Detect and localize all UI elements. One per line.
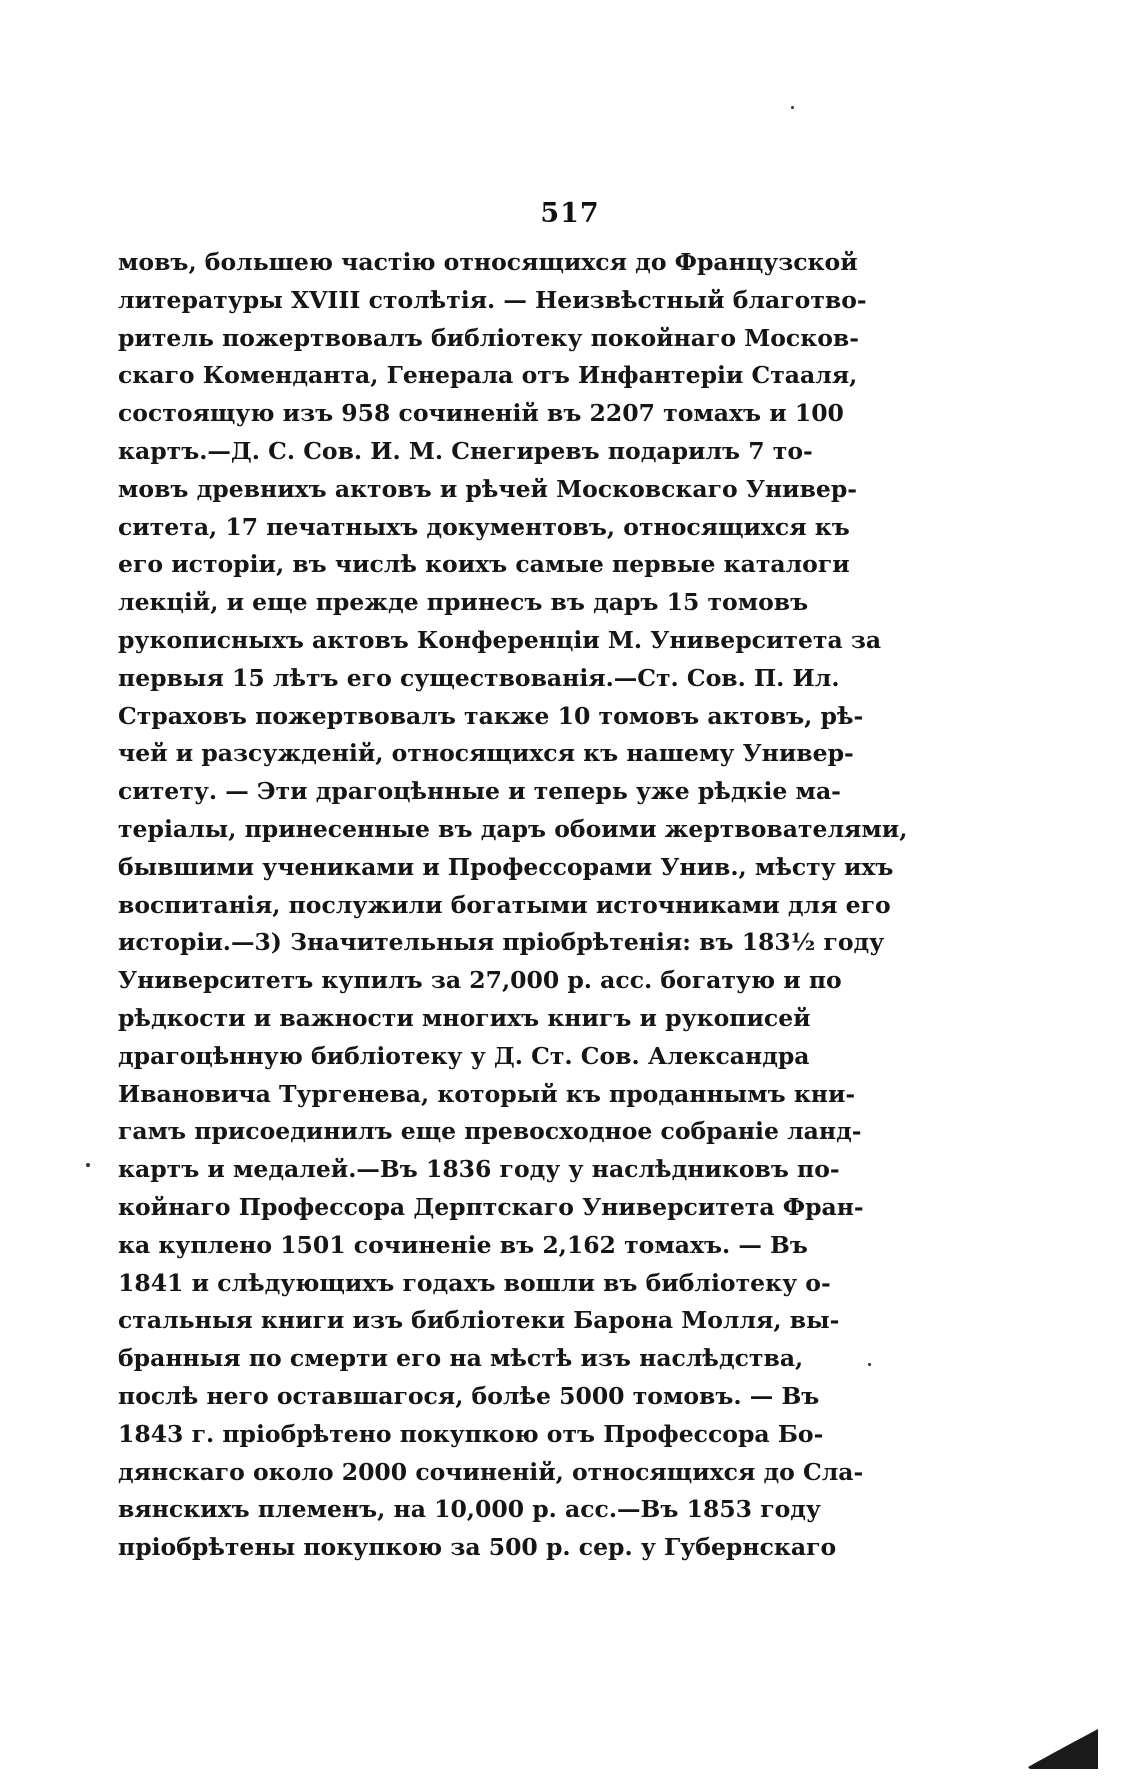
scan-speck	[868, 1363, 871, 1366]
text-line: Страховъ пожертвовалъ также 10 томовъ актовъ, рѣ-	[118, 701, 864, 730]
scan-edge-mark	[1026, 1723, 1100, 1771]
text-line: лекцій, и еще прежде принесъ въ даръ 15 томовъ	[118, 588, 809, 617]
text-line: Университетъ купилъ за 27,000 р. асс. богатую и по	[118, 966, 842, 995]
text-line: ка куплено 1501 сочиненіе въ 2,162 томахъ. — Въ	[118, 1230, 808, 1259]
text-line: 1841 и слѣдующихъ годахъ вошли въ библіотеку о-	[118, 1268, 831, 1297]
text-line: воспитанія, послужили богатыми источниками для его	[118, 890, 891, 919]
text-line: ситета, 17 печатныхъ документовъ, относящихся къ	[118, 512, 850, 541]
page-number: 517	[540, 198, 600, 229]
text-line: скаго Коменданта, Генерала отъ Инфантеріи Стааля,	[118, 361, 858, 390]
text-line: рукописныхъ актовъ Конференціи М. Университета за	[118, 625, 882, 654]
text-line: первыя 15 лѣтъ его существованія.—Ст. Сов. П. Ил.	[118, 663, 840, 692]
text-line: драгоцѣнную библіотеку у Д. Ст. Сов. Александра	[118, 1041, 810, 1070]
text-line: бывшими учениками и Профессорами Унив., мѣсту ихъ	[118, 852, 894, 881]
text-line: койнаго Профессора Дерптскаго Университета Фран-	[118, 1192, 864, 1221]
scan-speck	[791, 106, 794, 109]
text-line: дянскаго около 2000 сочиненій, относящихся до Сла-	[118, 1457, 864, 1486]
text-line: стальныя книги изъ библіотеки Барона Молля, вы-	[118, 1306, 840, 1335]
text-line: послѣ него оставшагося, болѣе 5000 томовъ. — Въ	[118, 1381, 820, 1410]
text-line: пріобрѣтены покупкою за 500 р. сер. у Губернскаго	[118, 1533, 837, 1562]
text-line: его исторіи, въ числѣ коихъ самые первые каталоги	[118, 550, 850, 579]
text-line: Ивановича Тургенева, который къ проданнымъ кни-	[118, 1079, 856, 1108]
text-line: мовъ, большею частію относящихся до Французской	[118, 248, 858, 276]
text-line: ситету. — Эти драгоцѣнные и теперь уже рѣдкіе ма-	[118, 777, 841, 806]
text-line: картъ.—Д. С. Сов. И. М. Снегиревъ подарилъ 7 то-	[118, 436, 813, 465]
text-line: состоящую изъ 958 сочиненій въ 2207 томахъ и 100	[118, 399, 844, 428]
text-line: мовъ древнихъ актовъ и рѣчей Московскаго Универ-	[118, 474, 858, 503]
text-line: литературы XVIII столѣтія. — Неизвѣстный благотво-	[118, 285, 867, 314]
text-line: чей и разсужденій, относящихся къ нашему Универ-	[118, 739, 854, 768]
text-line: теріалы, принесенные въ даръ обоими жертвователями,	[118, 814, 908, 843]
text-line: бранныя по смерти его на мѣстѣ изъ наслѣдства,	[118, 1344, 804, 1373]
text-line: картъ и медалей.—Въ 1836 году у наслѣдниковъ по-	[118, 1155, 840, 1184]
scan-speck	[86, 1163, 90, 1167]
text-line: ритель пожертвовалъ библіотеку покойнаго Москов-	[118, 323, 859, 352]
text-line: исторіи.—3) Значительныя пріобрѣтенія: въ 183½ году	[118, 928, 885, 957]
text-line: рѣдкости и важности многихъ книгъ и рукописей	[118, 1003, 811, 1032]
text-line: вянскихъ племенъ, на 10,000 р. асс.—Въ 1853 году	[118, 1495, 821, 1524]
text-line: 1843 г. пріобрѣтено покупкою отъ Профессора Бо-	[118, 1419, 824, 1448]
text-line: гамъ присоединилъ еще превосходное собраніе ланд-	[118, 1117, 862, 1146]
body-text	[118, 244, 908, 1567]
